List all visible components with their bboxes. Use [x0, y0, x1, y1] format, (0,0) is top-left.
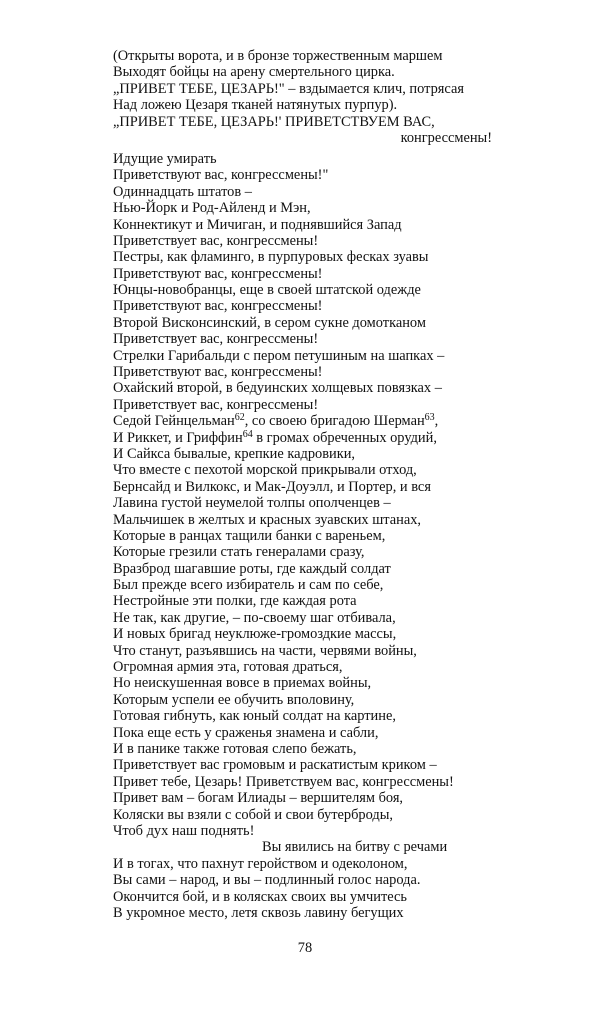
poem-line: [113, 905, 498, 921]
poem-line: [113, 167, 498, 183]
line-text: Нестройные эти полки, где каждая рота: [113, 593, 357, 610]
line-text: Охайский второй, в бедуинских холщевых повязках –: [113, 380, 442, 397]
line-text: Лавина густой неумелой толпы ополченцев –: [113, 495, 391, 512]
poem-line: [113, 446, 498, 462]
line-text: Что вместе с пехотой морской прикрывали отход,: [113, 462, 417, 479]
footnote-ref: 62: [234, 412, 245, 424]
line-text: Приветствуют вас, конгрессмены!: [113, 298, 323, 315]
line-text: Приветствуют вас, конгрессмены!": [113, 167, 329, 184]
poem-line: [113, 839, 498, 855]
poem-line: [113, 659, 498, 675]
poem-line: [113, 479, 498, 495]
line-text: Пока еще есть у сраженья знамена и сабли,: [113, 724, 379, 741]
poem-line: [113, 348, 498, 364]
line-text: Седой Гейнцельман: [113, 413, 235, 430]
line-text: Одиннадцать штатов –: [113, 183, 252, 200]
poem-line: [113, 675, 498, 691]
poem-line: [113, 315, 498, 331]
line-text: И в тогах, что пахнут геройством и одеколоном,: [113, 855, 408, 872]
line-text: ,: [434, 413, 439, 430]
poem-line: [113, 889, 498, 905]
line-text: конгрессмены!: [400, 129, 492, 146]
line-text: Которые грезили стать генералами сразу,: [113, 544, 365, 561]
line-text: Коляски вы взяли с собой и свои бутерброды,: [113, 806, 393, 823]
poem-line: [113, 64, 498, 80]
poem-line: [113, 610, 498, 626]
line-text: Идущие умирать: [113, 150, 217, 167]
line-text: Приветствует вас, конгрессмены!: [113, 396, 319, 413]
line-text: Пестры, как фламинго, в пурпуровых фесках зуавы: [113, 249, 429, 266]
poem-line: [113, 233, 498, 249]
poem-line: [113, 430, 498, 446]
poem-line: [113, 577, 498, 593]
line-text: И Риккет, и Гриффин: [113, 429, 243, 446]
poem-line: [113, 130, 498, 146]
line-text: Юнцы-новобранцы, еще в своей штатской одежде: [113, 282, 421, 299]
poem-line: [113, 97, 498, 113]
poem-text: [113, 48, 498, 921]
line-text: Огромная армия эта, готовая драться,: [113, 659, 343, 676]
poem-line: [113, 282, 498, 298]
poem-line: [113, 544, 498, 560]
poem-line: [113, 266, 498, 282]
line-text: „ПРИВЕТ ТЕБЕ, ЦЕЗАРЬ!' ПРИВЕТСТВУЕМ ВАС,: [113, 113, 435, 130]
poem-line: [113, 364, 498, 380]
poem-line: [113, 217, 498, 233]
line-text: „ПРИВЕТ ТЕБЕ, ЦЕЗАРЬ!" – вздымается клич, потрясая: [113, 80, 464, 97]
line-text: Привет тебе, Цезарь! Приветствуем вас, конгрессмены!: [113, 773, 454, 790]
poem-line: [113, 872, 498, 888]
poem-line: [113, 81, 498, 97]
poem-line: [113, 643, 498, 659]
poem-line: [113, 807, 498, 823]
poem-line: [113, 561, 498, 577]
poem-line: [113, 331, 498, 347]
poem-line: [113, 298, 498, 314]
line-text: Выходят бойцы на арену смертельного цирка.: [113, 64, 395, 81]
line-text: Которые в ранцах тащили банки с вареньем,: [113, 527, 386, 544]
line-text: Вразброд шагавшие роты, где каждый солдат: [113, 560, 391, 577]
poem-line: [113, 593, 498, 609]
line-text: Бернсайд и Вилкокс, и Мак-Доуэлл, и Портер, и вся: [113, 478, 431, 495]
poem-line: [113, 774, 498, 790]
line-text: Чтоб дух наш поднять!: [113, 822, 255, 839]
poem-line: [113, 48, 498, 64]
line-text: Что станут, разъявшись на части, червями войны,: [113, 642, 417, 659]
poem-line: [113, 856, 498, 872]
poem-line: [113, 114, 498, 130]
line-text: Второй Висконсинский, в сером сукне домотканом: [113, 314, 426, 331]
line-text: Стрелки Гарибальди с пером петушиным на шапках –: [113, 347, 445, 364]
poem-line: [113, 757, 498, 773]
poem-line: [113, 708, 498, 724]
page-number: 78: [297, 940, 313, 956]
poem-line: [113, 380, 498, 396]
poem-line: [113, 249, 498, 265]
line-text: И Сайкса бывалые, крепкие кадровики,: [113, 445, 356, 462]
poem-line: [113, 626, 498, 642]
line-text: Приветствует вас, конгрессмены!: [113, 331, 319, 348]
line-text: Вы явились на битву с речами: [262, 839, 448, 856]
line-text: Но неискушенная вовсе в приемах войны,: [113, 675, 372, 692]
poem-line: [113, 200, 498, 216]
poem-line: [113, 692, 498, 708]
line-text: Приветствуют вас, конгрессмены!: [113, 265, 323, 282]
line-text: Которым успели ее обучить вполовину,: [113, 691, 355, 708]
poem-line: [113, 151, 498, 167]
poem-line: [113, 495, 498, 511]
line-text: Готовая гибнуть, как юный солдат на картине,: [113, 708, 396, 725]
poem-line: [113, 741, 498, 757]
line-text: Не так, как другие, – по-своему шаг отбивала,: [113, 609, 396, 626]
line-text: И в панике также готовая слепо бежать,: [113, 741, 357, 757]
line-text: Приветствуют вас, конгрессмены!: [113, 364, 323, 381]
line-text: Окончится бой, и в колясках своих вы умчитесь: [113, 888, 407, 905]
line-text: Привет вам – богам Илиады – вершителям боя,: [113, 790, 404, 807]
line-text: , со своею бригадою Шерман: [244, 413, 425, 430]
poem-line: [113, 397, 498, 413]
line-text: Вы сами – народ, и вы – подлинный голос народа.: [113, 872, 421, 889]
line-text: Был прежде всего избиратель и сам по себе,: [113, 577, 384, 594]
line-text: Нью-Йорк и Род-Айленд и Мэн,: [113, 200, 311, 217]
line-text: Мальчишек в желтых и красных зуавских штанах,: [113, 511, 422, 528]
poem-line: [113, 413, 498, 429]
line-text: (Открыты ворота, и в бронзе торжественным маршем: [113, 48, 443, 64]
line-text: Приветствует вас громовым и раскатистым криком –: [113, 757, 437, 774]
footnote-ref: 64: [242, 428, 253, 440]
line-text: Коннектикут и Мичиган, и поднявшийся Запад: [113, 216, 402, 233]
poem-line: [113, 512, 498, 528]
poem-line: [113, 528, 498, 544]
line-text: в громах обреченных орудий,: [252, 429, 437, 446]
poem-line: [113, 462, 498, 478]
line-text: И новых бригад неуклюже-громоздкие массы,: [113, 626, 397, 643]
poem-line: [113, 790, 498, 806]
footnote-ref: 63: [424, 412, 435, 424]
line-text: Приветствует вас, конгрессмены!: [113, 232, 319, 249]
poem-line: [113, 823, 498, 839]
poem-line: [113, 184, 498, 200]
poem-line: [113, 725, 498, 741]
line-text: Над ложею Цезаря тканей натянутых пурпур).: [113, 97, 398, 114]
line-text: В укромное место, летя сквозь лавину бегущих: [113, 904, 404, 921]
